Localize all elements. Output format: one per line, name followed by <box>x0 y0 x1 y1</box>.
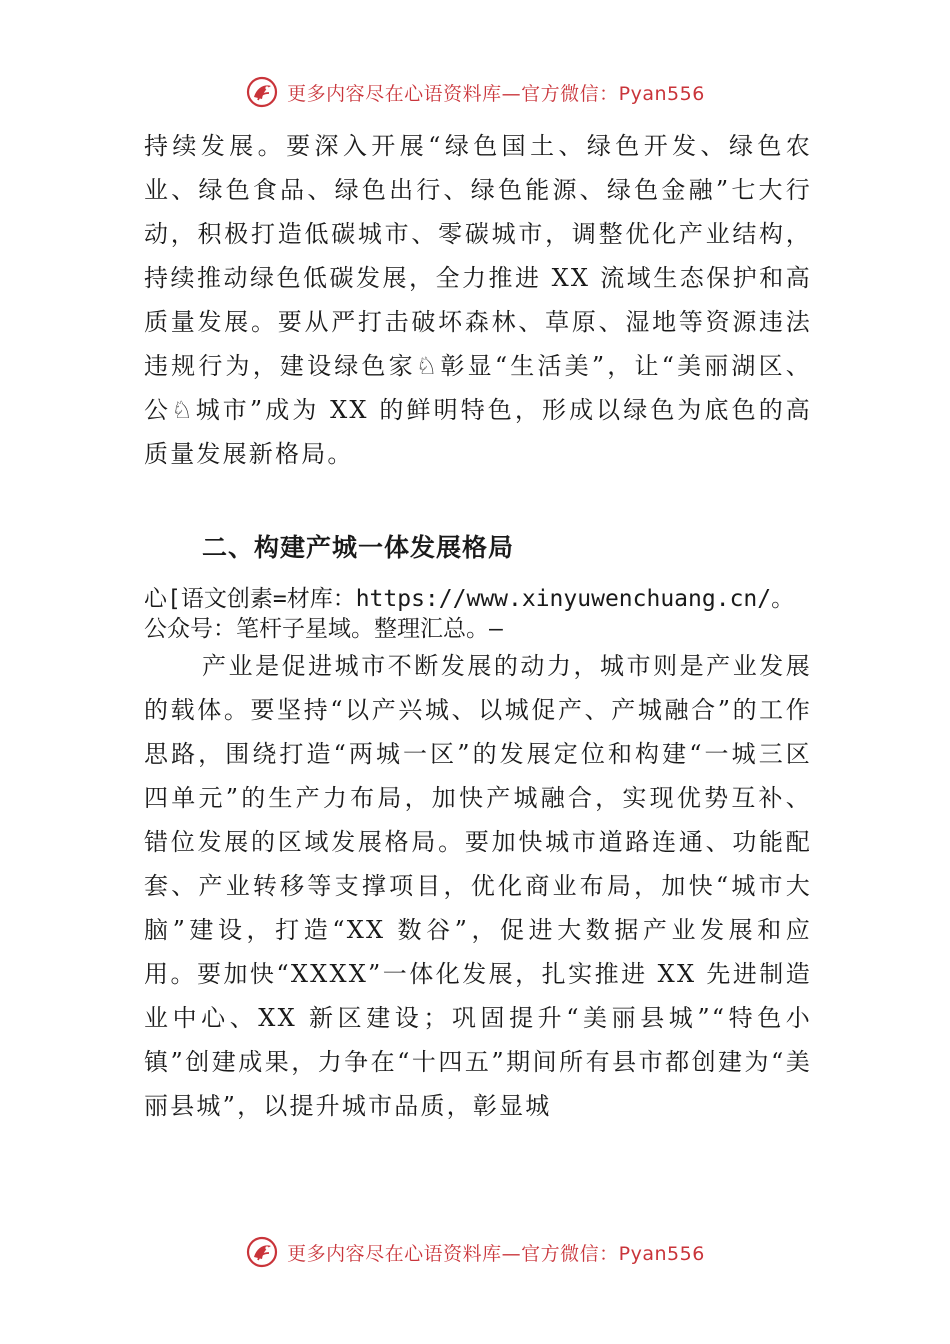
document-body <box>144 124 812 1128</box>
footer-watermark <box>0 1232 950 1272</box>
brand-logo-icon <box>245 1235 279 1269</box>
brand-logo-icon <box>245 75 279 109</box>
footer-watermark-text: 更多内容尽在心语资料库—官方微信：Pyan556 <box>287 1242 705 1265</box>
paragraph-industry-city: 产业是促进城市不断发展的动力，城市则是产业发展的载体。要坚持“以产兴城、以城促产、产城融合”的工作思路，围绕打造“两城一区”的发展定位和构建“一城三区四单元”的生产力布局，加快产城融合，实现优势互补、错位发展的区域发展格局。要加快城市道路连通、功能配套、产业转移等支撑项目，优化商业布局，加快“城市大脑”建设，打造“XX 数谷”，促进大数据产业发展和应用。要加快“XXXX”一体化发展，扎实推进 XX 先进制造业中心、XX 新区建设；巩固提升“美丽县城”“特色小镇”创建成果，力争在“十四五”期间所有县市都创建为“美丽县城”，以提升城市品质，彰显城 <box>144 652 812 1120</box>
paragraph-green-development: 持续发展。要深入开展“绿色国土、绿色开发、绿色农业、绿色食品、绿色出行、绿色能源、绿色金融”七大行动，积极打造低碳城市、零碳城市，调整优化产业结构，持续推动绿色低碳发展，全力推进 XX 流域生态保护和高质量发展。要从严打击破坏森林、草原、湿地等资源违法违规行为，建设绿色家♘彰显“生活美”，让“美丽湖区、公♘城市”成为 XX 的鲜明特色，形成以绿色为底色的高质量发展新格局。 <box>144 132 812 468</box>
header-watermark <box>0 72 950 112</box>
section-heading-2: 二、构建产城一体发展格局 <box>202 533 515 562</box>
inserted-source-line: 心[语文创素=材库：https://www.xinyuwenchuang.cn/。公众号：笔杆子星域。整理汇总。— <box>144 586 795 642</box>
header-watermark-text: 更多内容尽在心语资料库—官方微信：Pyan556 <box>287 82 705 105</box>
